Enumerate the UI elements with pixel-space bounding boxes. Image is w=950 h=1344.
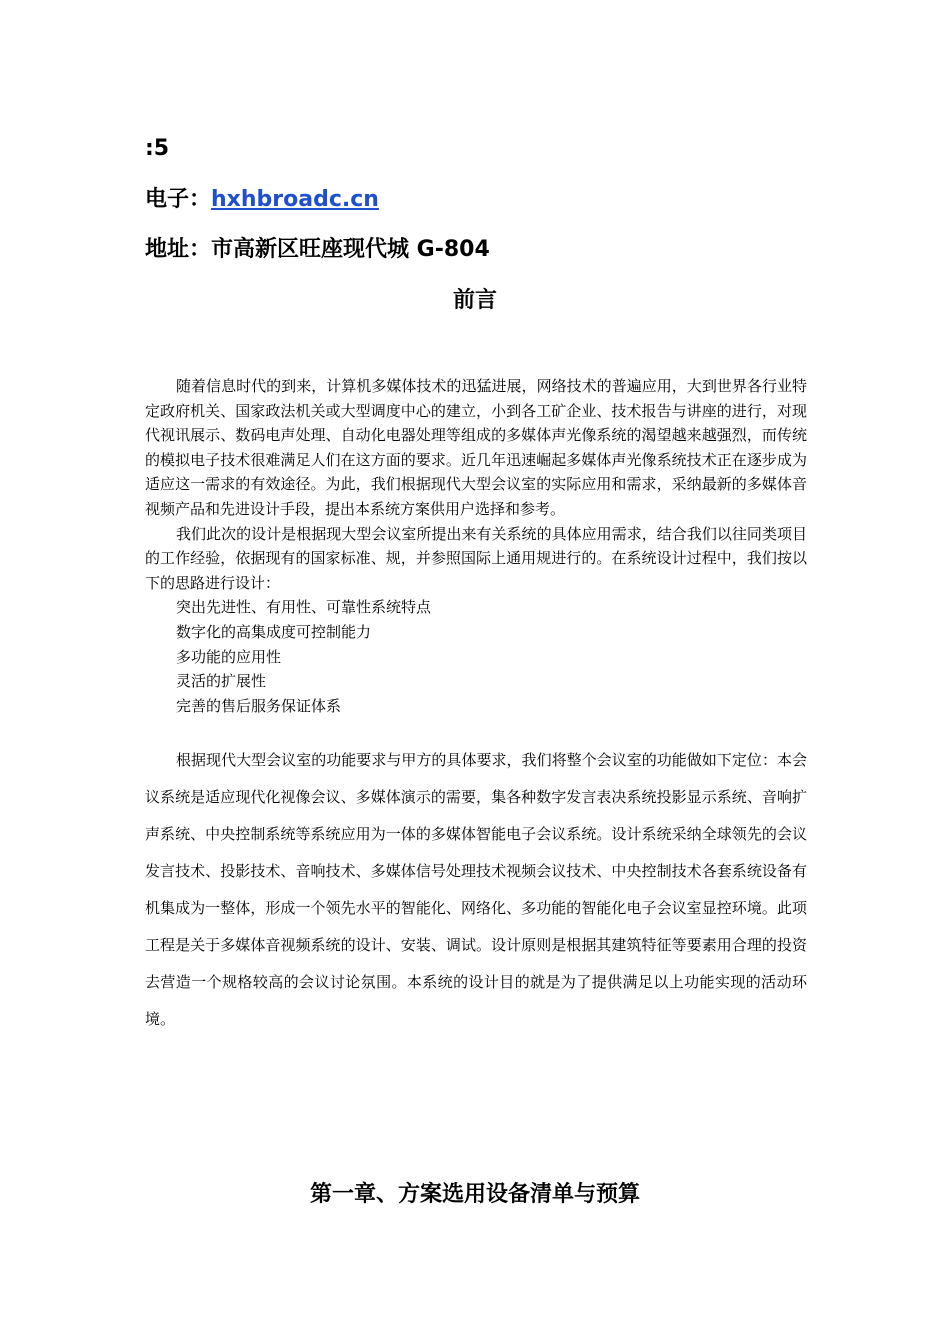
email-label: 电子：: [145, 187, 212, 212]
preface-body: [145, 374, 807, 718]
preface-paragraph-2: 我们此次的设计是根据现大型会议室所提出来有关系统的具体应用需求，结合我们以往同类项目的工作经验，依据现有的国家标准、规，并参照国际上通用规进行的。在系统设计过程中，我们按以下的思路进行设计：: [145, 524, 807, 592]
preface-positioning-block: [145, 742, 807, 1038]
contact-email-line: [145, 185, 379, 215]
preface-title: 前言: [452, 288, 497, 313]
design-principle-item: 突出先进性、有用性、可靠性系统特点: [176, 598, 432, 617]
design-principle-item: 完善的售后服务保证体系: [176, 696, 342, 715]
design-principle-item: 数字化的高集成度可控制能力: [176, 622, 372, 641]
design-principle-item: 多功能的应用性: [176, 647, 282, 666]
contact-address: 地址：市高新区旺座现代城 G-804: [145, 237, 490, 262]
chapter-1-title: 第一章、方案选用设备清单与预算: [309, 1182, 640, 1207]
design-principle-item: 灵活的扩展性: [176, 672, 267, 691]
preface-paragraph-1: 随着信息时代的到来，计算机多媒体技术的迅猛进展，网络技术的普遍应用，大到世界各行业特定政府机关、国家政法机关或大型调度中心的建立，小到各工矿企业、技术报告与讲座的进行，对现代视讯展示、数码电声处理、自动化电器处理等组成的多媒体声光像系统的渴望越来越强烈，而传统的模拟电子技术很难满足人们在这方面的要求。近几年迅速崛起多媒体声光像系统技术正在逐步成为适应这一需求的有效途径。为此，我们根据现代大型会议室的实际应用和需求，采纳最新的多媒体音视频产品和先进设计手段，提出本系统方案供用户选择和参考。: [145, 377, 807, 518]
email-link[interactable]: hxhbroadc.cn: [211, 187, 379, 212]
contact-line-1: :5: [145, 136, 170, 161]
preface-paragraph-3: 根据现代大型会议室的功能要求与甲方的具体要求，我们将整个会议室的功能做如下定位：本会议系统是适应现代化视像会议、多媒体演示的需要，集各种数字发言表决系统投影显示系统、音响扩声系统、中央控制系统等系统应用为一体的多媒体智能电子会议系统。设计系统采纳全球领先的会议发言技术、投影技术、音响技术、多媒体信号处理技术视频会议技术、中央控制技术各套系统设备有机集成为一整体，形成一个领先水平的智能化、网络化、多功能的智能化电子会议室显控环境。此项工程是关于多媒体音视频系统的设计、安装、调试。设计原则是根据其建筑特征等要素用合理的投资去营造一个规格较高的会议讨论氛围。本系统的设计目的就是为了提供满足以上功能实现的活动环境。: [145, 751, 807, 1028]
